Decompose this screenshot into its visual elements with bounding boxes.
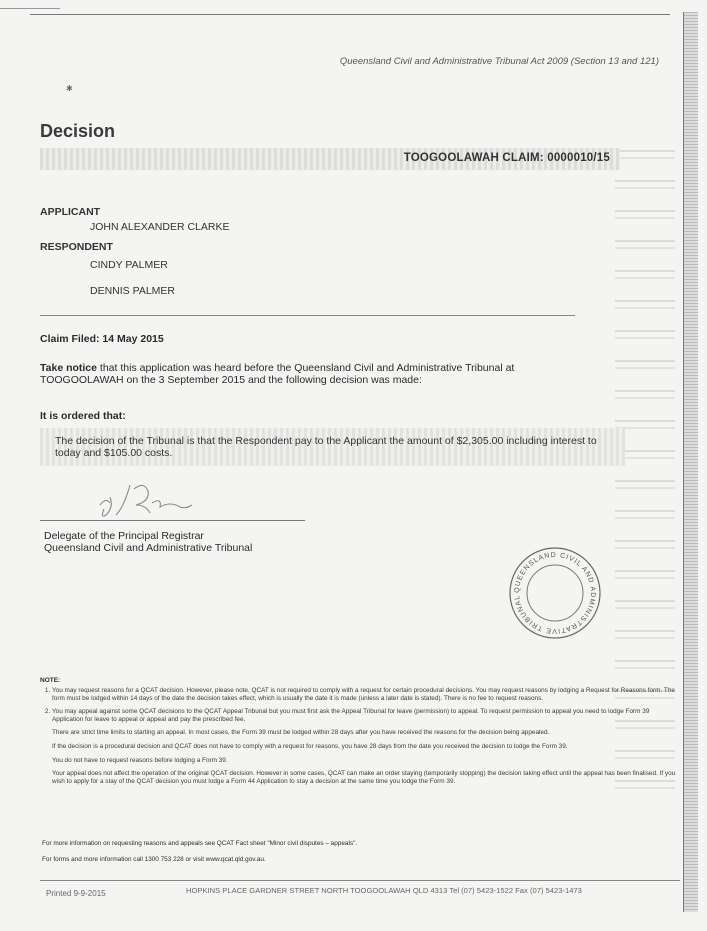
claim-bar <box>40 148 620 170</box>
signature-icon <box>90 475 230 520</box>
footer-rule <box>40 880 680 881</box>
scanned-edge <box>683 12 698 912</box>
note-item: 2. You may appeal against some QCAT decisions to the QCAT Appeal Tribunal but you must first ask the Appeal Tribunal for leave (permission) to appeal. To request permission to appeal you need to lodge Form 39 Application for leave to appeal or appeal and pay the prescribed fee. <box>52 708 680 723</box>
section-divider <box>40 315 575 316</box>
notice-text: that this application was heard before the Queensland Civil and Administrative Tribunal at TOOGOOLAWAH on the 3 September 2015 and the following decision was made: <box>40 362 515 386</box>
claim-number: TOOGOOLAWAH CLAIM: 0000010/15 <box>403 152 610 164</box>
respondent-name-2: DENNIS PALMER <box>90 285 175 297</box>
top-edge-rule <box>0 8 60 9</box>
top-rule <box>30 14 670 15</box>
printed-date: Printed 9-9-2015 <box>46 889 106 898</box>
scan-mark-icon: ✱ <box>66 84 73 93</box>
note-paragraph: Your appeal does not affect the operation of the original QCAT decision. However in some cases, QCAT can make an order staying (temporarily stopping) the decision taking effect until the appeal has been finalised. If you wish to apply for a stay of the QCAT decision you must lodge a Form 44 Application to stay a decision at the same time you lodge the Form 39. <box>52 770 676 785</box>
note-paragraph: There are strict time limits to starting an appeal. In most cases, the Form 39 must be lodged within 28 days after you have received the reasons for the decision being appealed. <box>52 729 550 737</box>
svg-text:QUEENSLAND CIVIL AND ADMINISTR: QUEENSLAND CIVIL AND ADMINISTRATIVE TRIBUNAL <box>513 551 597 635</box>
note-item: 1. You may request reasons for a QCAT decision. However, please note, QCAT is not required to comply with a request for certain procedural decisions. You may request reasons by lodging a Request for Reasons form. The form must be lodged within 14 days of the date the decision takes effect, which is usually the date it is made (unless a later date is stated). There is no fee to request reasons. <box>52 687 680 702</box>
signatory-title: Delegate of the Principal Registrar <box>44 530 204 542</box>
more-info-contact: For forms and more information call 1300 753 228 or visit www.qcat.qld.gov.au. <box>42 856 266 863</box>
tribunal-seal-icon <box>507 545 603 641</box>
signature-line <box>40 520 305 521</box>
page-title: Decision <box>40 121 116 141</box>
applicant-label: APPLICANT <box>40 206 101 218</box>
applicant-name: JOHN ALEXANDER CLARKE <box>90 221 230 233</box>
claim-filed-date: Claim Filed: 14 May 2015 <box>40 333 164 345</box>
notice-lead: Take notice <box>40 362 97 374</box>
signatory-org: Queensland Civil and Administrative Tribunal <box>44 542 253 554</box>
note-paragraph: If the decision is a procedural decision and QCAT does not have to comply with a request for reasons, you have 28 days from the date you received the decision to lodge the Form 39. <box>52 742 568 750</box>
act-reference: Queensland Civil and Administrative Tribunal Act 2009 (Section 13 and 121) <box>339 56 659 67</box>
notes-section <box>40 687 680 791</box>
respondent-label: RESPONDENT <box>40 241 113 253</box>
order-text: The decision of the Tribunal is that the Respondent pay to the Applicant the amount of $2,305.00 including interest to today and $105.00 costs. <box>55 435 597 459</box>
order-heading: It is ordered that: <box>40 410 126 422</box>
notice-paragraph <box>40 362 600 386</box>
respondent-name-1: CINDY PALMER <box>90 259 168 271</box>
note-paragraph: You do not have to request reasons before lodging a Form 39. <box>52 756 228 764</box>
footer-address: HOPKINS PLACE GARDNER STREET NORTH TOOGOOLAWAH QLD 4313 Tel (07) 5423-1522 Fax (07) 5423-1473 <box>186 886 582 895</box>
order-box <box>40 428 625 466</box>
notes-heading: NOTE: <box>40 677 61 684</box>
more-info-appeals: For more information on requesting reasons and appeals see QCAT Fact sheet "Minor civil disputes – appeals". <box>42 840 358 847</box>
